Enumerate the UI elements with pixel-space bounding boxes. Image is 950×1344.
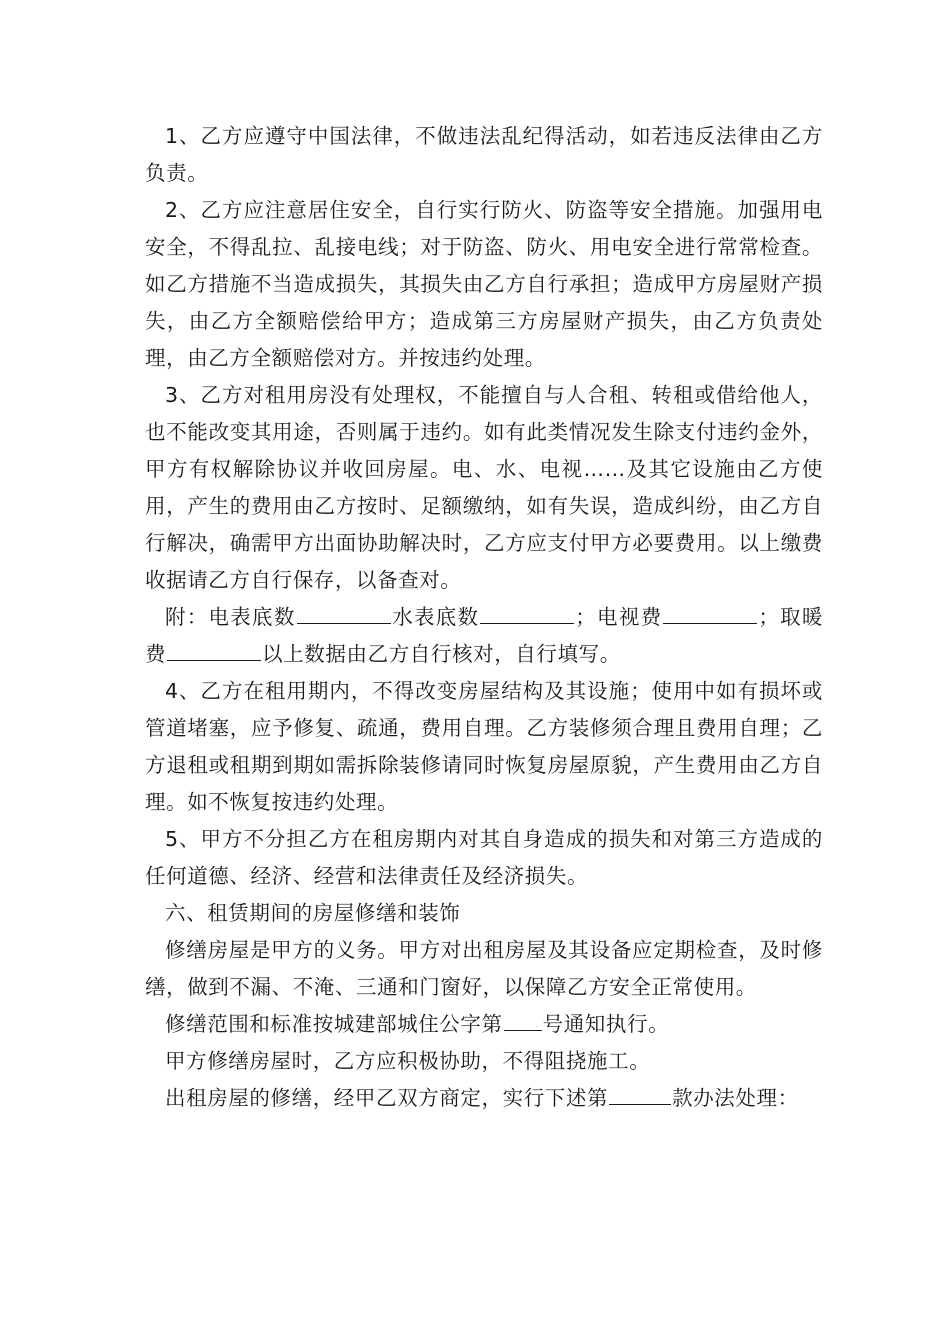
appendix-meter-readings [145, 599, 823, 673]
water-meter-label: 水表底数 [391, 605, 480, 629]
repair-method [145, 1080, 823, 1117]
clause-1: 1、乙方应遵守中国法律，不做违法乱纪得活动，如若违反法律由乙方负责。 [145, 124, 823, 185]
repair-cooperation: 甲方修缮房屋时，乙方应积极协助，不得阻挠施工。 [165, 1049, 651, 1073]
clause-2: 2、乙方应注意居住安全，自行实行防火、防盗等安全措施。加强用电安全，不得乱拉、乱接电线；对于防盗、防火、用电安全进行常常检查。如乙方措施不当造成损失，其损失由乙方自行承担；造成甲方房屋财产损失，由乙方全额赔偿给甲方；造成第三方房屋财产损失，由乙方负责处理，由乙方全额赔偿对方。并按违约处理。 [145, 198, 823, 370]
heating-fee-label: ；取暖费 [145, 605, 823, 666]
repair-method-prefix: 出租房屋的修缮，经甲乙双方商定，实行下述第 [165, 1086, 609, 1110]
repair-method-suffix: 款办法处理： [672, 1086, 799, 1110]
repair-duty: 修缮房屋是甲方的义务。甲方对出租房屋及其设备应定期检查，及时修缮，做到不漏、不淹、三通和门窗好，以保障乙方安全正常使用。 [145, 938, 823, 999]
section-6-title: 六、租赁期间的房屋修缮和装饰 [165, 901, 461, 925]
heating-fee-blank[interactable] [167, 638, 261, 661]
repair-scope [145, 1006, 823, 1043]
tv-fee-blank[interactable] [663, 601, 757, 624]
appendix-suffix: 以上数据由乙方自行核对，自行填写。 [262, 642, 621, 666]
clause-3: 3、乙方对租用房没有处理权，不能擅自与人合租、转租或借给他人，也不能改变其用途，否则属于违约。如有此类情况发生除支付违约金外，甲方有权解除协议并收回房屋。电、水、电视……及其它设施由乙方使用，产生的费用由乙方按时、足额缴纳，如有失误，造成纠纷，由乙方自行解决，确需甲方出面协助解决时，乙方应支付甲方必要费用。以上缴费收据请乙方自行保存，以备查对。 [145, 383, 823, 592]
clause-4: 4、乙方在租用期内，不得改变房屋结构及其设施；使用中如有损坏或管道堵塞，应予修复、疏通，费用自理。乙方装修须合理且费用自理；乙方退租或租期到期如需拆除装修请同时恢复房屋原貌，产生费用由乙方自理。如不恢复按违约处理。 [145, 679, 823, 814]
repair-scope-suffix: 号通知执行。 [542, 1012, 670, 1036]
clause-number-blank[interactable] [609, 1082, 671, 1105]
notice-number-blank[interactable] [504, 1008, 542, 1031]
clause-5: 5、甲方不分担乙方在租房期内对其自身造成的损失和对第三方造成的任何道德、经济、经营和法律责任及经济损失。 [145, 827, 823, 888]
repair-scope-prefix: 修缮范围和标准按城建部城住公字第 [165, 1012, 503, 1036]
tv-fee-label: ；电视费 [575, 605, 663, 629]
electric-meter-blank[interactable] [297, 601, 391, 624]
water-meter-blank[interactable] [480, 601, 574, 624]
appendix-prefix: 附：电表底数 [165, 605, 296, 629]
document-body [145, 118, 823, 1117]
